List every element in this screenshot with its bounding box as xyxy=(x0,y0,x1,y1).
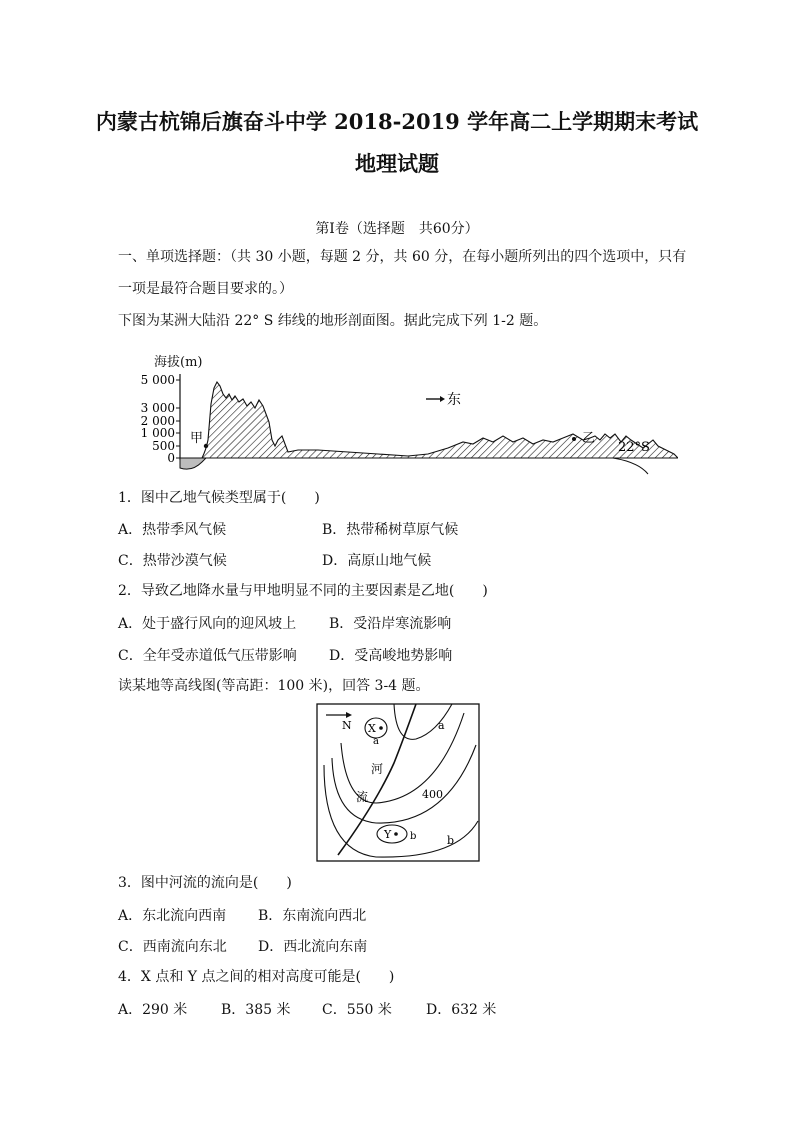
label-east: 东 xyxy=(447,392,461,408)
terrain-profile xyxy=(202,382,678,458)
document-subtitle: 地理试题 xyxy=(355,151,439,176)
label-jia: 甲 xyxy=(190,431,204,446)
q1-option-c[interactable]: C．热带沙漠气候 xyxy=(118,553,227,569)
section-heading: 第Ⅰ卷（选择题 共60分） xyxy=(315,221,479,237)
label-x: X xyxy=(368,722,376,735)
north-arrow xyxy=(326,712,352,718)
east-arrow xyxy=(426,396,445,402)
label-a-big: a xyxy=(438,719,445,732)
point-y xyxy=(394,832,398,836)
instructions-line-1: 一、单项选择题：（共 30 小题，每题 2 分，共 60 分，在每小题所列出的四个选项中，只有 xyxy=(118,249,687,265)
q1-option-d[interactable]: D．高原山地气候 xyxy=(322,553,432,569)
q2-option-b[interactable]: B．受沿岸寒流影响 xyxy=(329,616,452,632)
label-a-small: a xyxy=(373,736,379,747)
right-ocean-floor xyxy=(613,458,648,474)
q3-option-b[interactable]: B．东南流向西北 xyxy=(258,908,367,924)
intro-figure-1: 下图为某洲大陆沿 22° S 纬线的地形剖面图。据此完成下列 1-2 题。 xyxy=(118,313,548,329)
q4-option-a[interactable]: A．290 米 xyxy=(118,1002,188,1018)
q3-option-a[interactable]: A．东北流向西南 xyxy=(118,908,227,924)
q3-option-d[interactable]: D．西北流向东南 xyxy=(258,939,368,955)
q1-option-b[interactable]: B．热带稀树草原气候 xyxy=(322,522,459,538)
label-b-small: b xyxy=(410,831,417,842)
tick-1000: 1 000 xyxy=(140,426,175,440)
label-north: N xyxy=(342,719,352,732)
document-title: 内蒙古杭锦后旗奋斗中学 2018-2019 学年高二上学期期末考试 xyxy=(95,109,699,134)
tick-3000: 3 000 xyxy=(140,401,175,415)
tick-0: 0 xyxy=(167,451,175,465)
label-he: 河 xyxy=(371,762,384,776)
left-ocean-floor xyxy=(180,458,206,469)
elevation-ticks xyxy=(176,380,180,458)
elevation-axis-label: 海拔(m) xyxy=(154,355,203,370)
point-x xyxy=(379,726,383,730)
q1-option-a[interactable]: A．热带季风气候 xyxy=(118,522,227,538)
q4-option-d[interactable]: D．632 米 xyxy=(426,1002,497,1018)
label-y: Y xyxy=(384,828,392,841)
terrain-profile-figure xyxy=(118,344,678,478)
q2-option-a[interactable]: A．处于盛行风向的迎风坡上 xyxy=(118,616,297,632)
tick-500: 500 xyxy=(152,439,175,453)
contour-map-figure xyxy=(316,703,480,863)
instructions-line-2: 一项是最符合题目要求的。） xyxy=(118,281,293,297)
label-yi: 乙 xyxy=(582,431,596,446)
point-yi xyxy=(572,437,576,441)
label-b-big: b xyxy=(447,834,455,847)
label-liu: 流 xyxy=(356,790,369,804)
y-closed-contour xyxy=(377,825,407,843)
tick-2000: 2 000 xyxy=(140,414,175,428)
q2-option-c[interactable]: C．全年受赤道低气压带影响 xyxy=(118,648,297,664)
point-jia xyxy=(204,444,208,448)
label-latitude: 22°S xyxy=(618,440,650,455)
label-contour-400: 400 xyxy=(422,788,443,801)
q3-option-c[interactable]: C．西南流向东北 xyxy=(118,939,227,955)
q1-stem: 1．图中乙地气候类型属于( ) xyxy=(118,490,320,506)
q2-option-d[interactable]: D．受高峻地势影响 xyxy=(329,648,453,664)
intro-figure-2: 读某地等高线图(等高距：100 米)，回答 3-4 题。 xyxy=(118,678,430,694)
q4-stem: 4．X 点和 Y 点之间的相对高度可能是( ) xyxy=(118,969,395,985)
q2-stem: 2．导致乙地降水量与甲地明显不同的主要因素是乙地( ) xyxy=(118,583,488,599)
contour-line-3 xyxy=(332,745,476,823)
q4-option-b[interactable]: B．385 米 xyxy=(221,1002,291,1018)
tick-5000: 5 000 xyxy=(140,373,175,387)
q3-stem: 3．图中河流的流向是( ) xyxy=(118,875,292,891)
q4-option-c[interactable]: C．550 米 xyxy=(322,1002,392,1018)
